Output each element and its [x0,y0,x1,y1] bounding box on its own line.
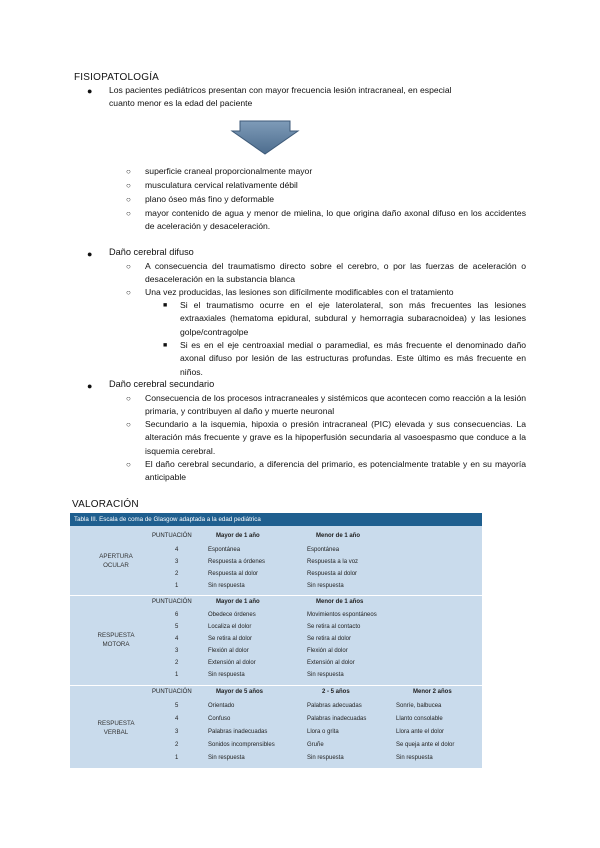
table-cell: Se retira al dolor [208,636,253,642]
table-cell: Flexión al dolor [307,648,348,654]
table-cell: Orientado [208,703,235,709]
score-cell: 1 [175,672,179,678]
table-cell: Respuesta a órdenes [208,559,266,565]
score-cell: 1 [175,755,179,761]
bullet-dot: ● [87,381,93,391]
circle-bullet-icon: ○ [126,262,131,271]
table-cell: Sin respuesta [307,672,344,678]
score-cell: 6 [175,612,179,618]
down-arrow-icon [230,120,300,156]
col-header: 2 - 5 años [322,689,350,695]
intro-line-1: Los pacientes pediátricos presentan con mayor frecuencia lesión intracraneal, en especial [109,85,452,95]
table-cell: Sin respuesta [307,583,344,589]
score-cell: 5 [175,624,179,630]
table-cell: Flexión al dolor [208,648,249,654]
circle-bullet-icon: ○ [126,209,131,218]
section-title-fisiopatologia: FISIOPATOLOGÍA [74,72,160,83]
circle-bullet-icon: ○ [126,394,131,403]
glasgow-table [70,513,482,768]
col-header: PUNTUACIÓN [152,533,192,539]
score-cell: 3 [175,648,179,654]
table-title: Tabla III. Escala de coma de Glasgow adaptada a la edad pediátrica [70,513,482,526]
table-cell: Se retira al contacto [307,624,361,630]
secundario-item: Consecuencia de los procesos intracraneales y sistémicos que acontecen como reacción a la lesión primaria, y contribuyen al daño y muerte neuronal [145,393,526,417]
row-separator [70,685,482,686]
sub-item: mayor contenido de agua y menor de mielina, lo que origina daño axonal difuso en los accidentes de aceleración y desaceleración. [145,208,526,232]
score-cell: 4 [175,547,179,553]
score-cell: 4 [175,636,179,642]
table-cell: Respuesta a la voz [307,559,359,565]
difuso-sub-item: Si el traumatismo ocurre en el eje laterolateral, son más frecuentes las lesiones extraaxiales (hematoma epidural, subdural y hemorragia subaracnoidea) y las lesiones golpe/contragolpe [180,300,526,337]
secundario-item: El daño cerebral secundario, a diferencia del primario, es potencialmente tratable y en su mayoría anticipable [145,459,526,483]
section-label-line: OCULAR [103,562,129,569]
col-header: Menor 2 años [413,689,452,695]
score-cell: 3 [175,559,179,565]
section-label-ocular [76,552,156,570]
score-cell: 2 [175,660,179,666]
section-title-valoracion: VALORACIÓN [72,499,139,510]
table-cell: Se queja ante el dolor [396,742,455,748]
intro-paragraph [109,84,529,111]
table-cell: Sin respuesta [208,583,245,589]
score-cell: 2 [175,742,179,748]
table-cell: Sin respuesta [208,755,245,761]
table-cell: Extensión al dolor [307,660,355,666]
table-cell: Sin respuesta [208,672,245,678]
table-cell: Llora ante el dolor [396,729,445,735]
table-cell: Localiza el dolor [208,624,252,630]
square-bullet-icon: ■ [163,342,168,349]
table-cell: Sonríe, balbucea [396,703,442,709]
difuso-title: Daño cerebral difuso [109,247,194,257]
table-cell: Sin respuesta [396,755,433,761]
table-cell: Se retira al dolor [307,636,352,642]
table-cell: Palabras inadecuadas [208,729,268,735]
difuso-item: Una vez producidas, las lesiones son difícilmente modificables con el tratamiento [145,287,454,297]
score-cell: 3 [175,729,179,735]
table-cell: Sonidos incomprensibles [208,742,275,748]
section-label-line: VERBAL [103,729,129,736]
circle-bullet-icon: ○ [126,288,131,297]
circle-bullet-icon: ○ [126,167,131,176]
table-cell: Palabras inadecuadas [307,716,367,722]
score-cell: 5 [175,703,179,709]
section-label-line: RESPUESTA [97,632,135,639]
bullet-dot: ● [87,86,93,96]
section-label-line: MOTORA [102,641,130,648]
bullet-dot: ● [87,249,93,259]
table-cell: Extensión al dolor [208,660,256,666]
section-label-verbal [76,719,156,737]
table-cell: Respuesta al dolor [208,571,259,577]
circle-bullet-icon: ○ [126,195,131,204]
col-header: PUNTUACIÓN [152,599,192,605]
table-cell: Espontánea [307,547,340,553]
score-cell: 2 [175,571,179,577]
secundario-item: Secundario a la isquemia, hipoxia o presión intracraneal (PIC) elevada y sus consecuencias. La alteración más frecuente y grave es la hipoperfusión secundaria al vasoespasmo que conduce a la isquemia cerebral. [145,419,526,456]
col-header: Mayor de 1 año [216,599,260,605]
section-label-motora [76,631,156,649]
table-cell: Llora o grita [307,729,339,735]
section-label-line: RESPUESTA [97,720,135,727]
score-cell: 4 [175,716,179,722]
table-cell: Movimientos espontáneos [307,612,377,618]
col-header: PUNTUACIÓN [152,689,192,695]
intro-line-2: cuanto menor es la edad del paciente [109,98,253,109]
circle-bullet-icon: ○ [126,420,131,429]
table-cell: Espontánea [208,547,241,553]
table-cell: Palabras adecuadas [307,703,362,709]
col-header: Mayor de 1 año [216,533,260,539]
sub-item: superficie craneal proporcionalmente mayor [145,166,313,176]
row-separator [70,595,482,596]
table-cell: Gruñe [307,742,324,748]
sub-item: plano óseo más fino y deformable [145,194,274,204]
circle-bullet-icon: ○ [126,460,131,469]
table-cell: Obedece órdenes [208,612,256,618]
circle-bullet-icon: ○ [126,181,131,190]
secundario-title: Daño cerebral secundario [109,379,215,389]
score-cell: 1 [175,583,179,589]
table-cell: Respuesta al dolor [307,571,358,577]
col-header: Menor de 1 años [316,599,364,605]
col-header: Mayor de 5 años [216,689,264,695]
difuso-sub-item: Si es en el eje centroaxial medial o paramedial, es más frecuente el denominado daño axonal difuso por lesión de las estructuras profundas. Este último es más frecuente en niños. [180,340,526,377]
table-cell: Confuso [208,716,231,722]
section-label-line: APERTURA [99,553,133,560]
square-bullet-icon: ■ [163,302,168,309]
table-cell: Sin respuesta [307,755,344,761]
table-cell: Llanto consolable [396,716,443,722]
difuso-item: A consecuencia del traumatismo directo sobre el cerebro, o por las fuerzas de aceleración o desaceleración en la substancia blanca [145,261,526,285]
col-header: Menor de 1 año [316,533,361,539]
sub-item: musculatura cervical relativamente débil [145,180,298,190]
